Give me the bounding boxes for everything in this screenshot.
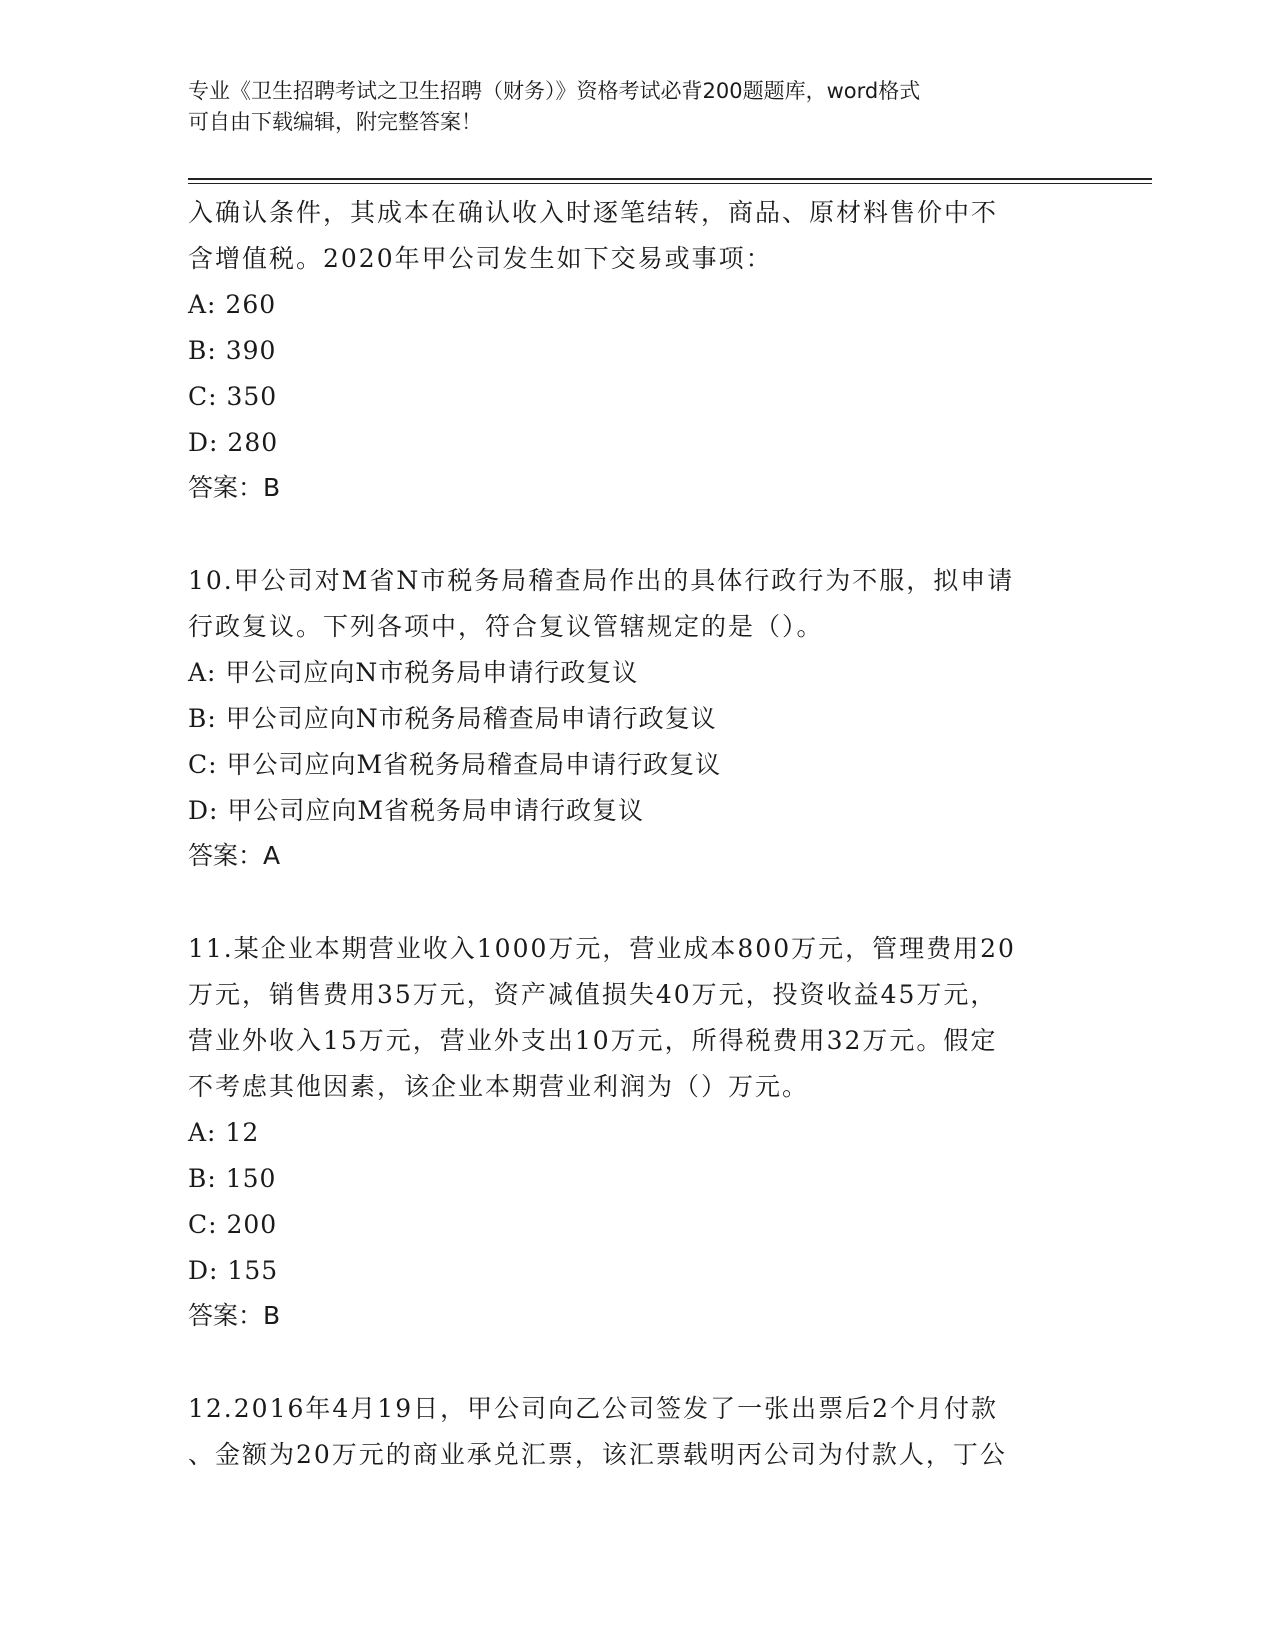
question-text-line: 10.甲公司对M省N市税务局稽查局作出的具体行政行为不服，拟申请 <box>188 566 1015 595</box>
question-9 <box>188 190 1088 510</box>
option-a: A: 12 <box>188 1118 260 1147</box>
question-text-line: 、金额为20万元的商业承兑汇票，该汇票载明丙公司为付款人，丁公 <box>188 1440 1007 1469</box>
question-text-line: 万元，销售费用35万元，资产减值损失40万元，投资收益45万元， <box>188 980 998 1009</box>
option-d: D: 155 <box>188 1256 279 1285</box>
option-d: D: 280 <box>188 428 279 457</box>
option-a: A: 甲公司应向N市税务局申请行政复议 <box>188 658 639 687</box>
header-divider-thin <box>188 183 1152 184</box>
question-text-line: 11.某企业本期营业收入1000万元，营业成本800万元，管理费用20 <box>188 934 1016 963</box>
option-b: B: 390 <box>188 336 277 365</box>
header-line-2: 可自由下载编辑，附完整答案！ <box>188 110 482 134</box>
document-header <box>188 76 1088 138</box>
question-10 <box>188 558 1088 878</box>
option-a: A: 260 <box>188 290 277 319</box>
header-line-1: 专业《卫生招聘考试之卫生招聘（财务）》资格考试必背200题题库，word格式 <box>188 79 921 103</box>
question-text-line: 行政复议。下列各项中，符合复议管辖规定的是（）。 <box>188 612 824 641</box>
question-text-line: 入确认条件，其成本在确认收入时逐笔结转，商品、原材料售价中不 <box>188 198 999 227</box>
question-12 <box>188 1386 1088 1478</box>
answer: 答案：B <box>188 473 281 502</box>
option-b: B: 150 <box>188 1164 277 1193</box>
option-c: C: 350 <box>188 382 278 411</box>
question-list <box>188 190 1088 1478</box>
question-text-line: 营业外收入15万元，营业外支出10万元，所得税费用32万元。假定 <box>188 1026 998 1055</box>
option-c: C: 甲公司应向M省税务局稽查局申请行政复议 <box>188 750 722 779</box>
question-text-line: 含增值税。2020年甲公司发生如下交易或事项： <box>188 244 773 273</box>
option-c: C: 200 <box>188 1210 278 1239</box>
option-d: D: 甲公司应向M省税务局申请行政复议 <box>188 796 645 825</box>
answer: 答案：A <box>188 841 281 870</box>
question-text-line: 不考虑其他因素，该企业本期营业利润为（）万元。 <box>188 1072 810 1101</box>
question-text-line: 12.2016年4月19日，甲公司向乙公司签发了一张出票后2个月付款 <box>188 1394 999 1423</box>
question-11 <box>188 926 1088 1338</box>
answer: 答案：B <box>188 1301 281 1330</box>
option-b: B: 甲公司应向N市税务局稽查局申请行政复议 <box>188 704 717 733</box>
header-divider <box>188 178 1152 180</box>
